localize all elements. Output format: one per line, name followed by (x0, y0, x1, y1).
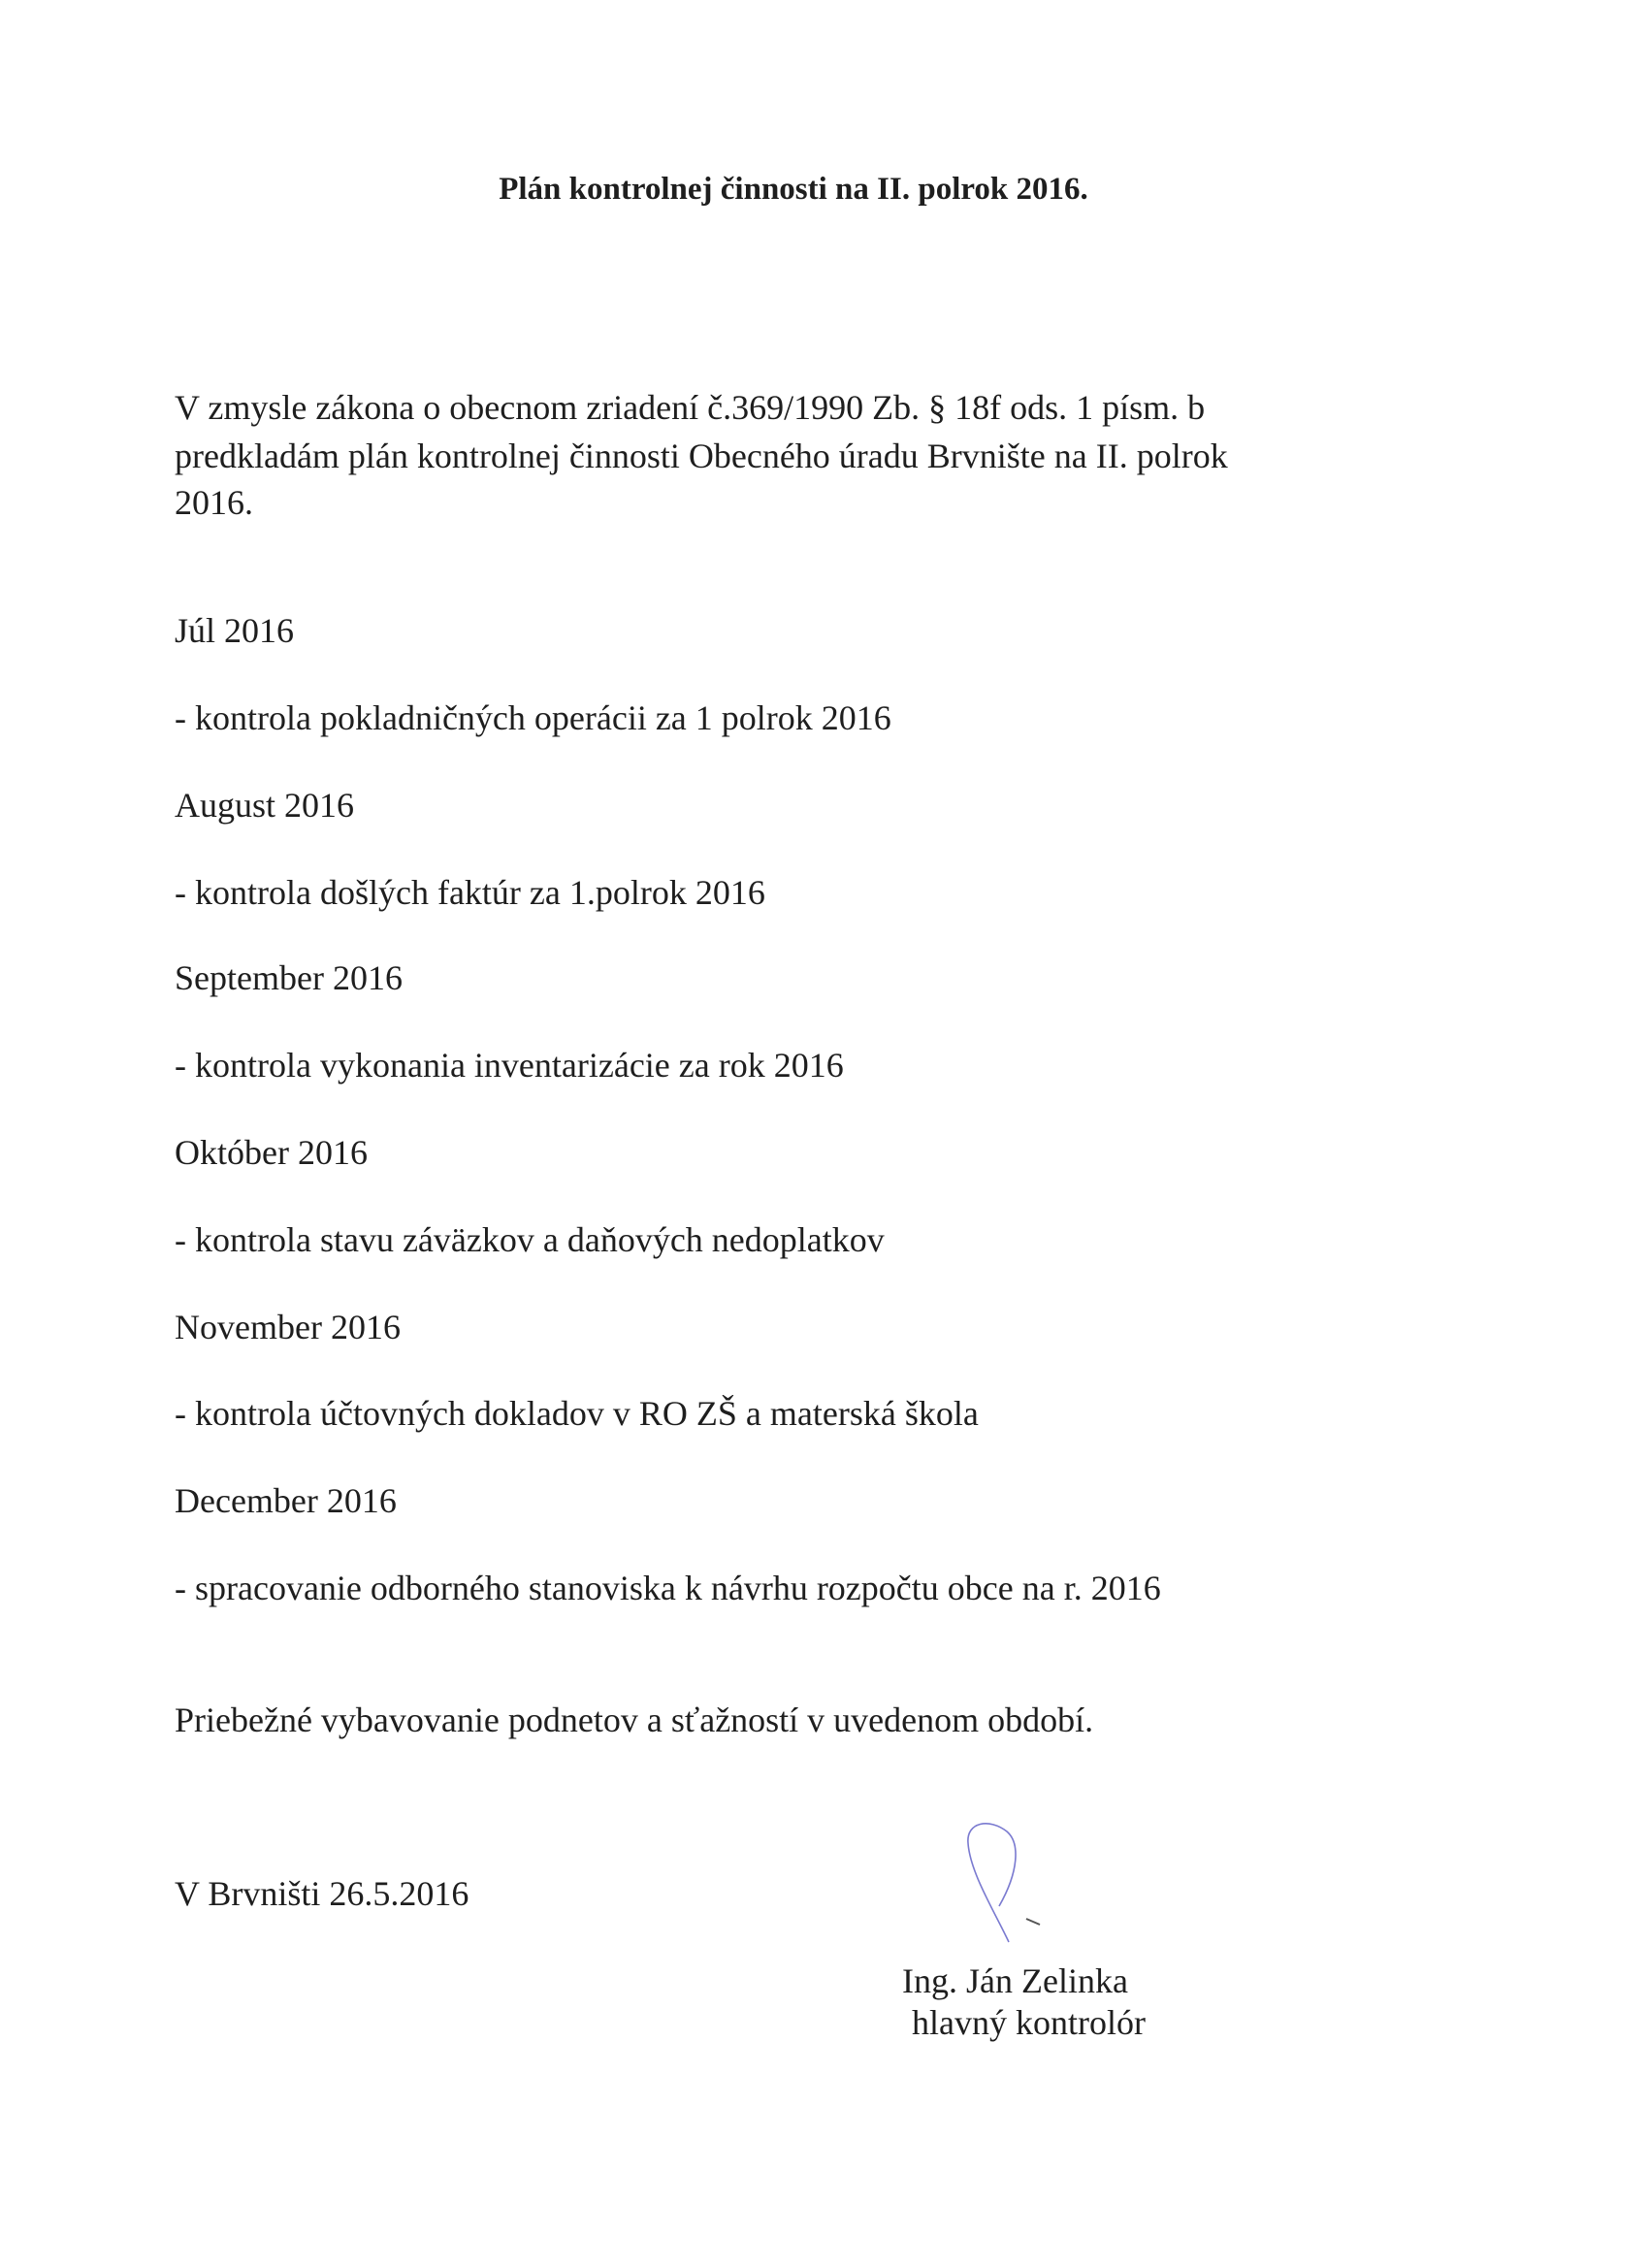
intro-line: V zmysle zákona o obecnom zriadení č.369/1990 Zb. § 18f ods. 1 písm. b (175, 388, 1206, 427)
task-item: - kontrola vykonania inventarizácie za rok 2016 (175, 1046, 844, 1085)
intro-line: 2016. (175, 483, 253, 522)
task-item: - kontrola došlých faktúr za 1.polrok 2016 (175, 873, 765, 912)
ongoing-note: Priebežné vybavovanie podnetov a sťažností v uvedenom období. (175, 1701, 1094, 1739)
task-item: - kontrola stavu záväzkov a daňových nedoplatkov (175, 1220, 885, 1259)
month-heading: December 2016 (175, 1481, 397, 1520)
document-title: Plán kontrolnej činnosti na II. polrok 2016. (499, 172, 1088, 207)
task-item: - kontrola pokladničných operácii za 1 polrok 2016 (175, 698, 891, 737)
month-heading: November 2016 (175, 1308, 401, 1346)
month-heading: August 2016 (175, 786, 355, 825)
task-item: - kontrola účtovných dokladov v RO ZŠ a materská škola (175, 1394, 979, 1433)
handwritten-signature (951, 1814, 1067, 1950)
signatory-name: Ing. Ján Zelinka (902, 1961, 1128, 2000)
intro-line: predkladám plán kontrolnej činnosti Obecného úradu Brvnište na II. polrok (175, 437, 1228, 475)
place-date: V Brvništi 26.5.2016 (175, 1874, 469, 1913)
month-heading: Október 2016 (175, 1133, 368, 1172)
month-heading: September 2016 (175, 958, 403, 997)
signatory-role: hlavný kontrolór (912, 2003, 1146, 2042)
task-item: - spracovanie odborného stanoviska k návrhu rozpočtu obce na r. 2016 (175, 1569, 1161, 1607)
month-heading: Júl 2016 (175, 611, 295, 650)
